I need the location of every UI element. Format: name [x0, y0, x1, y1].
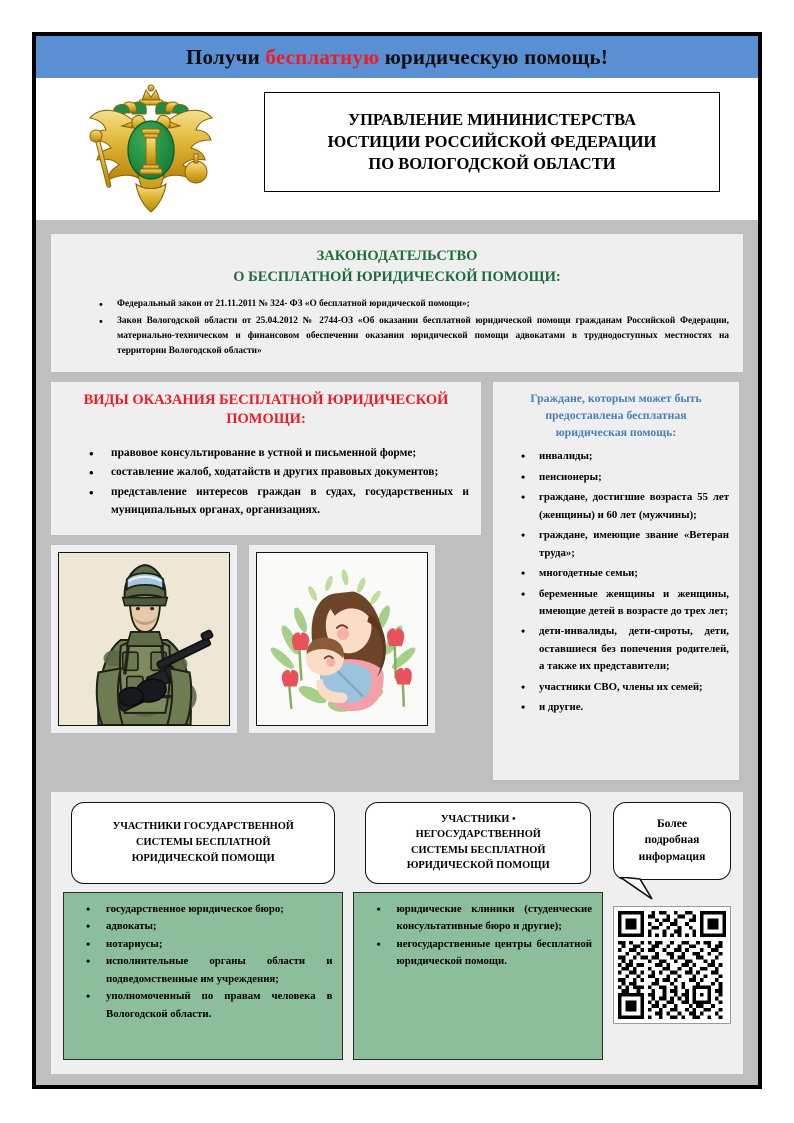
banner-suffix: юридическую помощь! — [379, 44, 609, 69]
mother-and-child-illustration — [256, 552, 428, 726]
citizens-title-line-2: предоставлена бесплатная — [545, 407, 687, 422]
heading-line-4: ЮРИДИЧЕСКОЙ ПОМОЩИ — [406, 860, 550, 872]
more-info-text — [639, 816, 706, 866]
citizens-column — [493, 382, 739, 780]
list-item: • нотариусы; — [86, 936, 332, 953]
state-participants-list — [72, 901, 332, 1023]
qr-code[interactable] — [613, 906, 731, 1024]
more-info-column — [613, 802, 731, 1024]
kinds-of-aid-list — [63, 444, 469, 520]
poster-frame — [32, 32, 762, 1089]
organization-title-line-3: ПО ВОЛОГОДСКОЙ ОБЛАСТИ — [368, 153, 616, 173]
legislation-title-line-2: О БЕСПЛАТНОЙ ЮРИДИЧЕСКОЙ ПОМОЩИ: — [233, 268, 561, 285]
list-item: • беременные женщины и женщины, имеющие детей в возрасте до трех лет; — [519, 586, 729, 621]
list-item: • пенсионеры; — [519, 469, 729, 486]
kinds-title-line-1: ВИДЫ ОКАЗАНИЯ БЕСПЛАТНОЙ ЮРИДИЧЕСКОЙ — [83, 391, 449, 408]
nonstate-participants-box — [353, 892, 603, 1060]
list-item: • адвокаты; — [86, 918, 332, 935]
heading-line-1: УЧАСТНИКИ ГОСУДАРСТВЕННОЙ — [112, 821, 294, 833]
organization-title-line-1: УПРАВЛЕНИЕ МИНИНИСТЕРСТВА — [347, 110, 637, 130]
heading-line-2: НЕГОСУДАРСТВЕННОЙ — [415, 829, 541, 841]
kinds-title-line-2: ПОМОЩИ: — [226, 411, 306, 428]
heading-line-1: УЧАСТНИКИ • — [440, 813, 516, 825]
list-item: • представление интересов граждан в судах, государственных и муниципальных органах, организациях. — [89, 483, 469, 520]
list-item: • инвалиды; — [519, 448, 729, 465]
kinds-of-aid-title — [63, 391, 469, 430]
heading-line-3: ЮРИДИЧЕСКОЙ ПОМОЩИ — [131, 852, 275, 864]
list-item: • государственное юридическое бюро; — [86, 901, 332, 918]
more-info-line-3: информация — [638, 850, 706, 864]
list-item: • Закон Вологодской области от 25.04.2012 № 2744-ОЗ «Об оказании бесплатной юридической помощи гражданам Российской Федерации, материально-техническом и финансовом обеспечении оказания юридической помощи адвокатами в труднодоступных местностях на территории Вологодской области» — [99, 314, 729, 360]
middle-row — [51, 382, 743, 780]
list-item: • уполномоченный по правам человека в Вологодской области. — [86, 988, 332, 1023]
photo-row — [51, 545, 481, 733]
organization-title-line-2: ЮСТИЦИИ РОССИЙСКОЙ ФЕДЕРАЦИИ — [327, 132, 657, 152]
bubble-tail-icon — [618, 877, 658, 901]
top-banner — [36, 36, 758, 78]
list-item: • граждане, имеющие звание «Ветеран труда»; — [519, 527, 729, 562]
banner-headline — [186, 45, 608, 70]
list-item: • негосударственные центры бесплатной юридической помощи. — [376, 936, 592, 971]
citizens-title — [503, 390, 729, 441]
list-item: • Федеральный закон от 21.11.2011 № 324- ФЗ «О бесплатной юридической помощи»; — [99, 297, 729, 312]
more-info-bubble — [613, 802, 731, 880]
list-item: • многодетные семьи; — [519, 565, 729, 582]
participants-section — [51, 792, 743, 1074]
kinds-of-aid-section — [51, 382, 481, 535]
heading-line-3: СИСТЕМЫ БЕСПЛАТНОЙ — [411, 844, 546, 856]
banner-prefix: Получи — [185, 44, 266, 69]
more-info-line-2: подробная — [644, 833, 700, 847]
content-panel — [36, 220, 758, 1085]
ministry-emblem-icon — [76, 84, 226, 216]
citizens-title-line-3: юридическая помощь: — [555, 425, 677, 440]
nonstate-participants-list — [362, 901, 592, 971]
nonstate-participants-heading-box — [365, 802, 591, 884]
banner-highlight: бесплатную — [265, 44, 380, 69]
state-participants-heading-box — [71, 802, 335, 884]
mother-photo-card — [249, 545, 435, 733]
list-item: • составление жалоб, ходатайств и других правовых документов; — [89, 463, 469, 481]
more-info-line-1: Более — [656, 816, 688, 830]
state-participants-heading — [113, 819, 294, 866]
list-item: • юридические клиники (студенческие консультативные бюро и другие); — [376, 901, 592, 936]
citizens-section — [493, 382, 739, 780]
list-item: • исполнительные органы области и подведомственные им учреждения; — [86, 953, 332, 988]
header-section — [36, 78, 758, 220]
nonstate-participants-heading — [407, 812, 550, 874]
nonstate-participants-column — [353, 802, 603, 1060]
list-item: • дети-инвалиды, дети-сироты, дети, оставшиеся без попечения родителей, а также их представители; — [519, 623, 729, 675]
organization-title-box — [264, 92, 720, 192]
legislation-title — [65, 246, 729, 287]
list-item: • и другие. — [519, 699, 729, 716]
legislation-section — [51, 234, 743, 372]
soldier-illustration — [58, 552, 230, 726]
state-participants-box — [63, 892, 343, 1060]
legislation-title-line-1: ЗАКОНОДАТЕЛЬСТВО — [316, 248, 478, 264]
citizens-list — [503, 448, 729, 717]
list-item: • правовое консультирование в устной и письменной форме; — [89, 444, 469, 462]
kinds-and-photos-column — [51, 382, 481, 733]
heading-line-2: СИСТЕМЫ БЕСПЛАТНОЙ — [136, 837, 271, 849]
state-participants-column — [63, 802, 343, 1060]
list-item: • граждане, достигшие возраста 55 лет (женщины) и 60 лет (мужчины); — [519, 489, 729, 524]
list-item: • участники СВО, члены их семей; — [519, 679, 729, 696]
citizens-title-line-1: Граждане, которым может быть — [530, 390, 702, 405]
legislation-list — [65, 297, 729, 360]
soldier-photo-card — [51, 545, 237, 733]
